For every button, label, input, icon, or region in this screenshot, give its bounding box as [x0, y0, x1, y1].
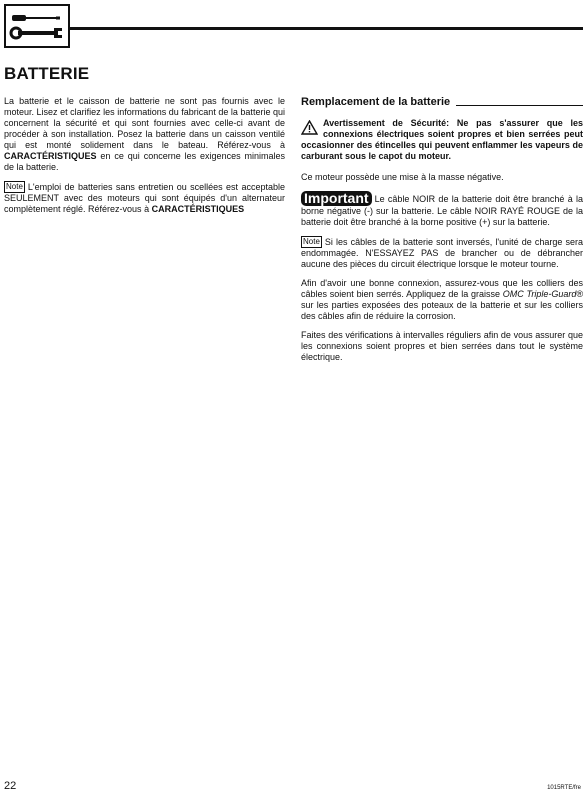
- heading-rule: [456, 105, 583, 106]
- battery-replacement-heading: [301, 96, 583, 108]
- battery-intro-bold: CARACTÉRISTIQUES: [4, 151, 97, 161]
- battery-replacement-heading-text: Remplacement de la batterie: [301, 96, 451, 108]
- header-rule: [70, 27, 583, 30]
- ground-paragraph: Ce moteur possède une mise à la masse négative.: [301, 172, 504, 182]
- important-badge: Important: [301, 191, 372, 206]
- left-note-paragraph: [4, 181, 285, 215]
- section-title: BATTERIE: [4, 64, 90, 83]
- inspection-paragraph: Faites des vérifications à intervalles réguliers afin de vous assurer que les connexions soient propres et bien serrées dans tout le système électrique.: [301, 330, 583, 362]
- warning-triangle-icon: [301, 120, 318, 135]
- battery-intro-end: en ce qui concerne les exigences minimales de la batterie.: [4, 151, 285, 172]
- tools-icon: [4, 4, 70, 48]
- connection-product-name: OMC Triple-Guard®: [502, 289, 583, 299]
- left-note-text: L'emploi de batteries sans entretien ou scellées est acceptable SEULEMENT avec des moteurs qui sont équipés d'un alternateur complètement réglé. Référez-vous à: [4, 182, 285, 214]
- important-text: Le câble NOIR de la batterie doit être branché à la borne négative (-) sur la batterie. Le câble NOIR RAYÉ ROUGE de la batterie doit être branché à la borne positive (+) sur la batterie.: [301, 194, 583, 227]
- document-code: 1015RTE/fre: [547, 785, 581, 791]
- connection-text-start: Afin d'avoir une bonne connexion, assurez-vous que les colliers des câbles soient bien serrés. Appliquez de la graisse: [301, 278, 583, 299]
- battery-intro-text: La batterie et le caisson de batterie ne sont pas fournis avec le moteur. Lisez et clarifiez les informations du fabricant de la batterie qui concernent la sécurité et qui sont fournies avec celle-ci avant de procéder à son installation. Posez la batterie dans un caisson ventilé qui est monté solidement dans le bateau. Référez-vous à: [4, 96, 285, 150]
- note-badge: Note: [6, 182, 23, 191]
- connection-paragraph: [301, 278, 583, 322]
- right-note-paragraph: [301, 236, 583, 270]
- note-badge: Note: [303, 237, 320, 246]
- safety-warning: [301, 118, 583, 162]
- right-note-text: Si les câbles de la batterie sont inversés, l'unité de charge sera endommagée. N'ESSAYEZ PAS de brancher ou de débrancher aucune des pièces du circuit électrique lorsque le moteur tourne.: [301, 237, 583, 269]
- left-column: [4, 96, 285, 223]
- important-paragraph: [301, 191, 583, 228]
- left-note-bold: CARACTÉRISTIQUES: [151, 204, 245, 214]
- safety-warning-text: Avertissement de Sécurité: Ne pas s'assurer que les connexions électriques soient propres et bien serrées peut occasionner des étincelles qui peuvent enflammer les vapeurs de carburant sous le capot du moteur.: [301, 118, 583, 161]
- page-number: 22: [4, 780, 17, 792]
- connection-text-end: sur les parties exposées des poteaux de la batterie et sur les colliers des câbles afin de réduire la corrosion.: [301, 300, 583, 321]
- battery-intro-paragraph: [4, 96, 285, 173]
- right-column: [301, 96, 583, 371]
